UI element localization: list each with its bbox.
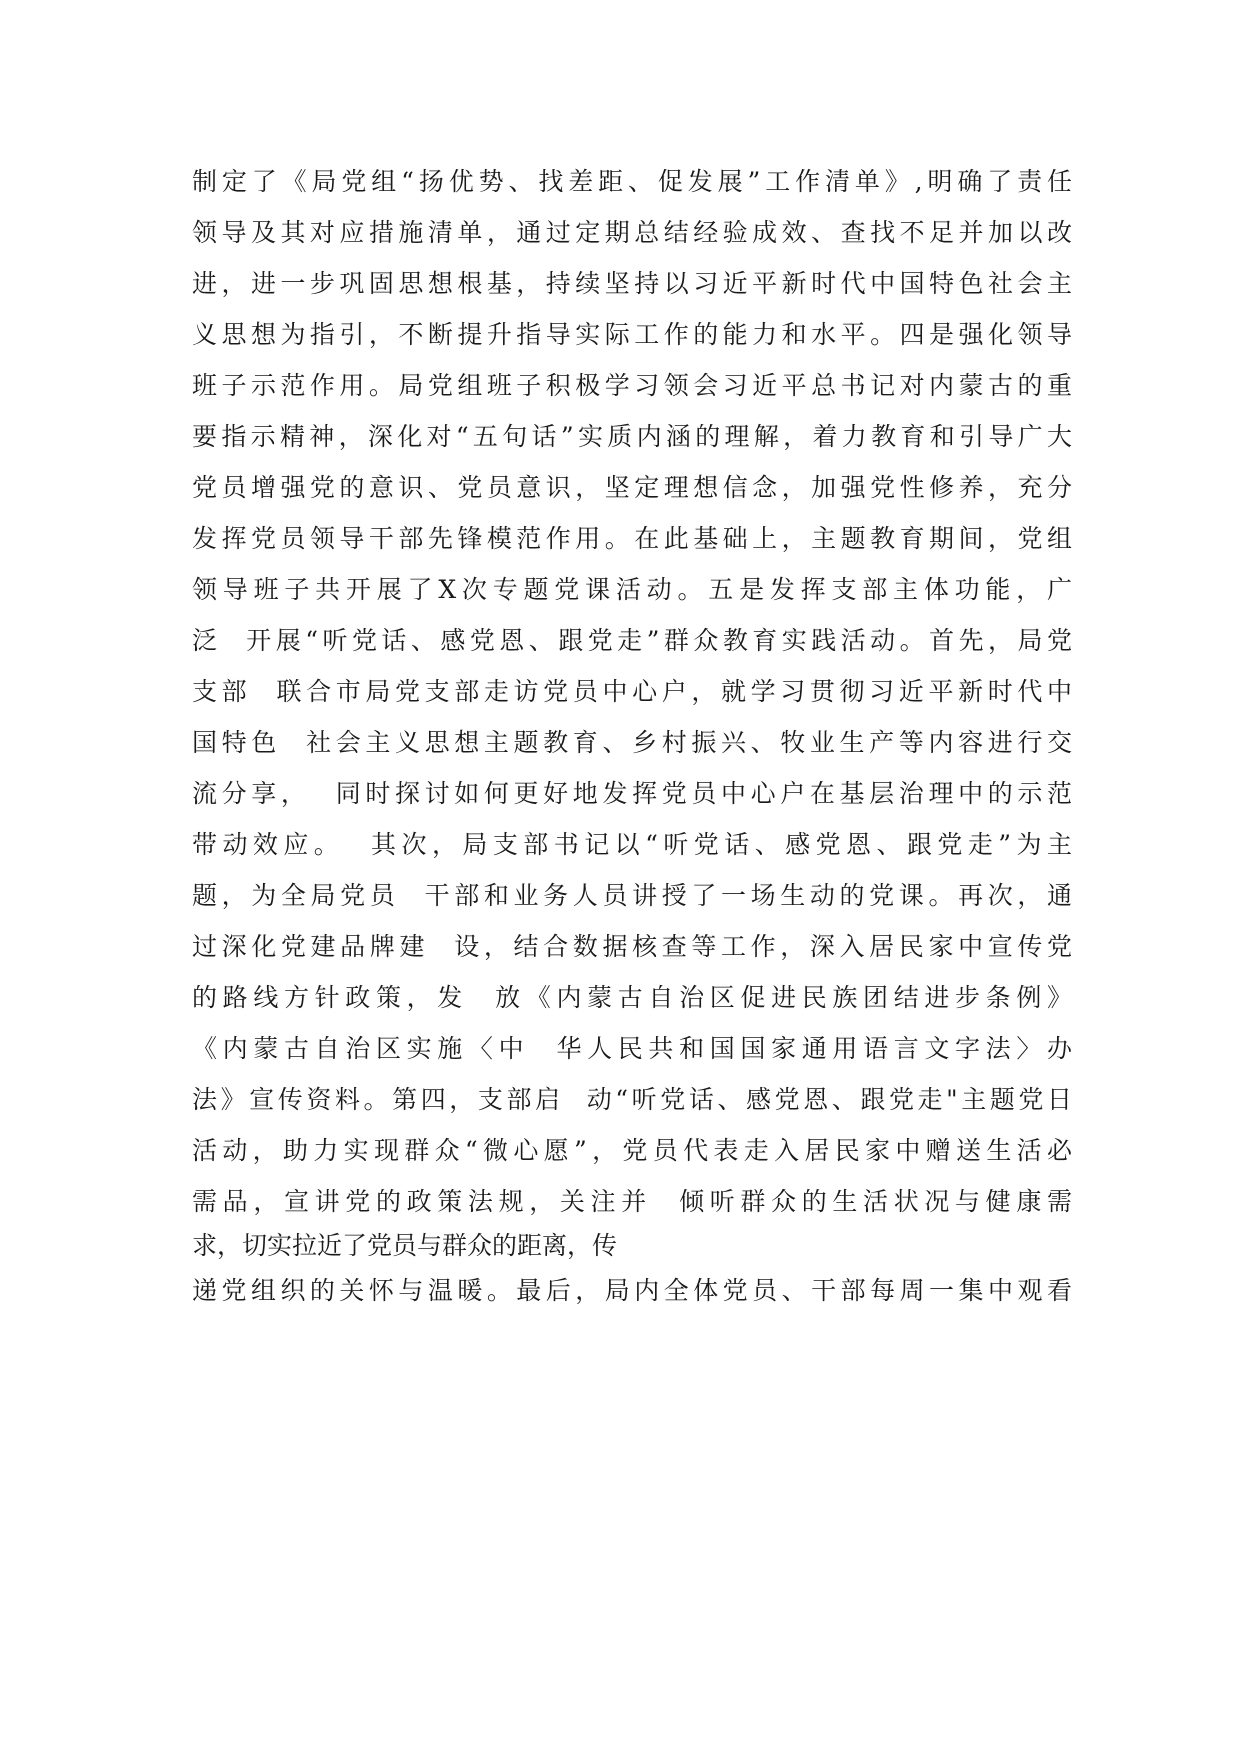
text-line: 过深化党建品牌建 设，结合数据核查等工作，深入居民家中宣传党 [192, 932, 1072, 961]
text-line: 发挥党员领导干部先锋模范作用。在此基础上，主题教育期间，党组 [192, 524, 1072, 553]
text-line: 领导及其对应措施清单，通过定期总结经验成效、查找不足并加以改 [192, 218, 1072, 247]
text-line: 要指示精神，深化对“五句话”实质内涵的理解，着力教育和引导广大 [192, 422, 1072, 451]
text-line: 递党组织的关怀与温暖。最后，局内全体党员、干部每周一集中观看 [192, 1276, 1072, 1305]
text-line: 需品，宣讲党的政策法规，关注并 倾听群众的生活状况与健康需 [192, 1187, 1072, 1216]
text-line: 制定了《局党组“扬优势、找差距、促发展”工作清单》,明确了责任 [192, 167, 1072, 196]
text-line: 党员增强党的意识、党员意识，坚定理想信念，加强党性修养，充分 [192, 473, 1072, 502]
text-line: 《内蒙古自治区实施〈中 华人民共和国国家通用语言文字法〉办 [192, 1034, 1072, 1063]
text-line: 流分享， 同时探讨如何更好地发挥党员中心户在基层治理中的示范 [192, 779, 1072, 808]
text-line: 领导班子共开展了X次专题党课活动。五是发挥支部主体功能，广 [192, 575, 1072, 604]
text-line: 班子示范作用。局党组班子积极学习领会习近平总书记对内蒙古的重 [192, 371, 1072, 400]
text-line: 国特色 社会主义思想主题教育、乡村振兴、牧业生产等内容进行交 [192, 728, 1072, 757]
body-text [192, 156, 1072, 1316]
text-line: 义思想为指引，不断提升指导实际工作的能力和水平。四是强化领导 [192, 320, 1072, 349]
text-line: 进，进一步巩固思想根基，持续坚持以习近平新时代中国特色社会主 [192, 269, 1072, 298]
text-line: 支部 联合市局党支部走访党员中心户，就学习贯彻习近平新时代中 [192, 677, 1072, 706]
text-line: 题，为全局党员 干部和业务人员讲授了一场生动的党课。再次，通 [192, 881, 1072, 910]
text-line: 泛 开展“听党话、感党恩、跟党走”群众教育实践活动。首先，局党 [192, 626, 1072, 655]
text-line: 活动，助力实现群众“微心愿”，党员代表走入居民家中赠送生活必 [192, 1136, 1072, 1165]
text-line: 求，切实拉近了党员与群众的距离，传 [192, 1231, 618, 1260]
text-line: 法》宣传资料。第四，支部启 动“听党话、感党恩、跟党走"主题党日 [192, 1085, 1072, 1114]
text-line: 的路线方针政策，发 放《内蒙古自治区促进民族团结进步条例》 [192, 983, 1072, 1012]
text-line: 带动效应。 其次，局支部书记以“听党话、感党恩、跟党走”为主 [192, 830, 1072, 859]
